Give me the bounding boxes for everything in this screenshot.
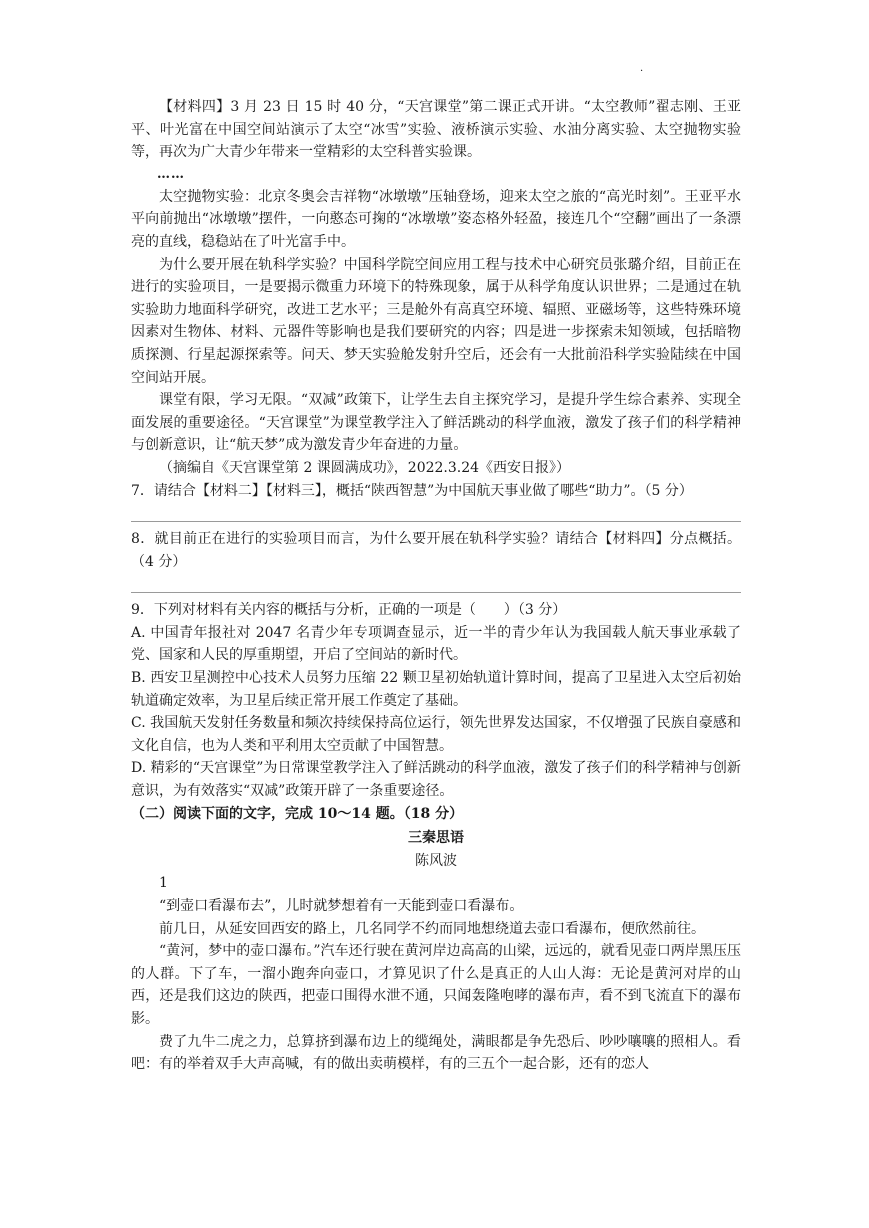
material4-paragraph: 课堂有限，学习无限。“双减”政策下，让学生去自主探究学习，是提升学生综合素养、实现全面发展的重要途径。“天宫课堂”为课堂教学注入了鲜活跳动的科学血液，激发了孩子们的科学精神与创新意识，让“航天梦”成为激发青少年奋进的力量。: [131, 392, 741, 454]
question-9-stem: 9．下列对材料有关内容的概括与分析，正确的一项是（ ）（3 分）: [131, 602, 567, 619]
article-paragraph: 前几日，从延安回西安的路上，几名同学不约而同地想绕道去壶口看瀑布，便欣然前往。: [159, 920, 705, 937]
ellipsis: ……: [157, 166, 185, 182]
question-9-option-d: D. 精彩的“天宫课堂”为日常课堂教学注入了鲜活跳动的科学血液，激发了孩子们的科学精神与创新意识，为有效落实“双减”政策开辟了一条重要途径。: [131, 760, 741, 800]
question-7: 7．请结合【材料二】【材料三】，概括“陕西智慧”为中国航天事业做了哪些“助力”。（5 分）: [131, 482, 693, 499]
article-paragraph: 费了九牛二虎之力，总算挤到瀑布边上的缆绳处，满眼都是争先恐后、吵吵嚷嚷的照相人。看吧：有的举着双手大声高喊，有的做出卖萌模样，有的三五个一起合影，还有的恋人: [131, 1033, 741, 1073]
material4-paragraph: 为什么要开展在轨科学实验？中国科学院空间应用工程与技术中心研究员张璐介绍，目前正在进行的实验项目，一是要揭示微重力环境下的特殊现象，属于从科学角度认识世界；二是通过在轨实验助力地面科学研究，改进工艺水平；三是舱外有高真空环境、辐照、亚磁场等，这些特殊环境因素对生物体、材料、元器件等影响也是我们要研究的内容；四是进一步探索未知领域，包括暗物质探测、行星起源探索等。问天、梦天实验舱发射升空后，还会有一大批前沿科学实验陆续在中国空间站开展。: [131, 256, 741, 386]
article-title: 三秦思语: [408, 830, 464, 847]
question-9-option-c: C. 我国航天发射任务数量和频次持续保持高位运行，领先世界发达国家，不仅增强了民族自豪感和文化自信，也为人类和平利用太空贡献了中国智慧。: [131, 715, 741, 754]
question-9-option-b: B. 西安卫星测控中心技术人员努力压缩 22 颗卫星初始轨道计算时间，提高了卫星进入太空后初始轨道确定效率，为卫星后续正常开展工作奠定了基础。: [131, 670, 741, 709]
article-paragraph: “黄河，梦中的壶口瀑布。”汽车还行驶在黄河岸边高高的山梁，远远的，就看见壶口两岸黑压压的人群。下了车，一溜小跑奔向壶口，才算见识了什么是真正的人山人海：无论是黄河对岸的山西，还是我们这边的陕西，把壶口围得水泄不通，只闻轰隆咆哮的瀑布声，看不到飞流直下的瀑布影。: [131, 943, 741, 1027]
answer-line-q7[interactable]: [131, 502, 741, 522]
article-paragraph: “到壶口看瀑布去”，儿时就梦想着有一天能到壶口看瀑布。: [159, 898, 524, 914]
answer-line-q8[interactable]: [131, 573, 741, 593]
page-mark: ·: [640, 66, 644, 77]
question-8: 8．就目前正在进行的实验项目而言，为什么要开展在轨科学实验？请结合【材料四】分点概括。（4 分）: [131, 531, 741, 570]
article-section-number: 1: [159, 875, 168, 892]
article-author: 陈风波: [415, 852, 457, 869]
material4-source: （摘编自《天宫课堂第 2 课圆满成功》，2022.3.24《西安日报》）: [159, 459, 571, 476]
document-body: [131, 96, 741, 1076]
section-2-heading: （二）阅读下面的文字，完成 10～14 题。（18 分）: [131, 805, 464, 822]
material4-paragraph: 太空抛物实验：北京冬奥会吉祥物“冰墩墩”压轴登场，迎来太空之旅的“高光时刻”。王亚平水平向前抛出“冰墩墩”摆件，一向憨态可掬的“冰墩墩”姿态格外轻盈，接连几个“空翻”画出了一条漂亮的直线，稳稳站在了叶光富手中。: [131, 188, 741, 250]
question-9-option-a: A. 中国青年报社对 2047 名青少年专项调查显示，近一半的青少年认为我国载人航天事业承载了党、国家和人民的厚重期望，开启了空间站的新时代。: [131, 624, 741, 664]
material4-intro: 【材料四】3 月 23 日 15 时 40 分，“天宫课堂”第二课正式开讲。“太空教师”翟志刚、王亚平、叶光富在中国空间站演示了太空“冰雪”实验、液桥演示实验、水油分离实验、太空抛物实验等，再次为广大青少年带来一堂精彩的太空科普实验课。: [131, 99, 741, 161]
